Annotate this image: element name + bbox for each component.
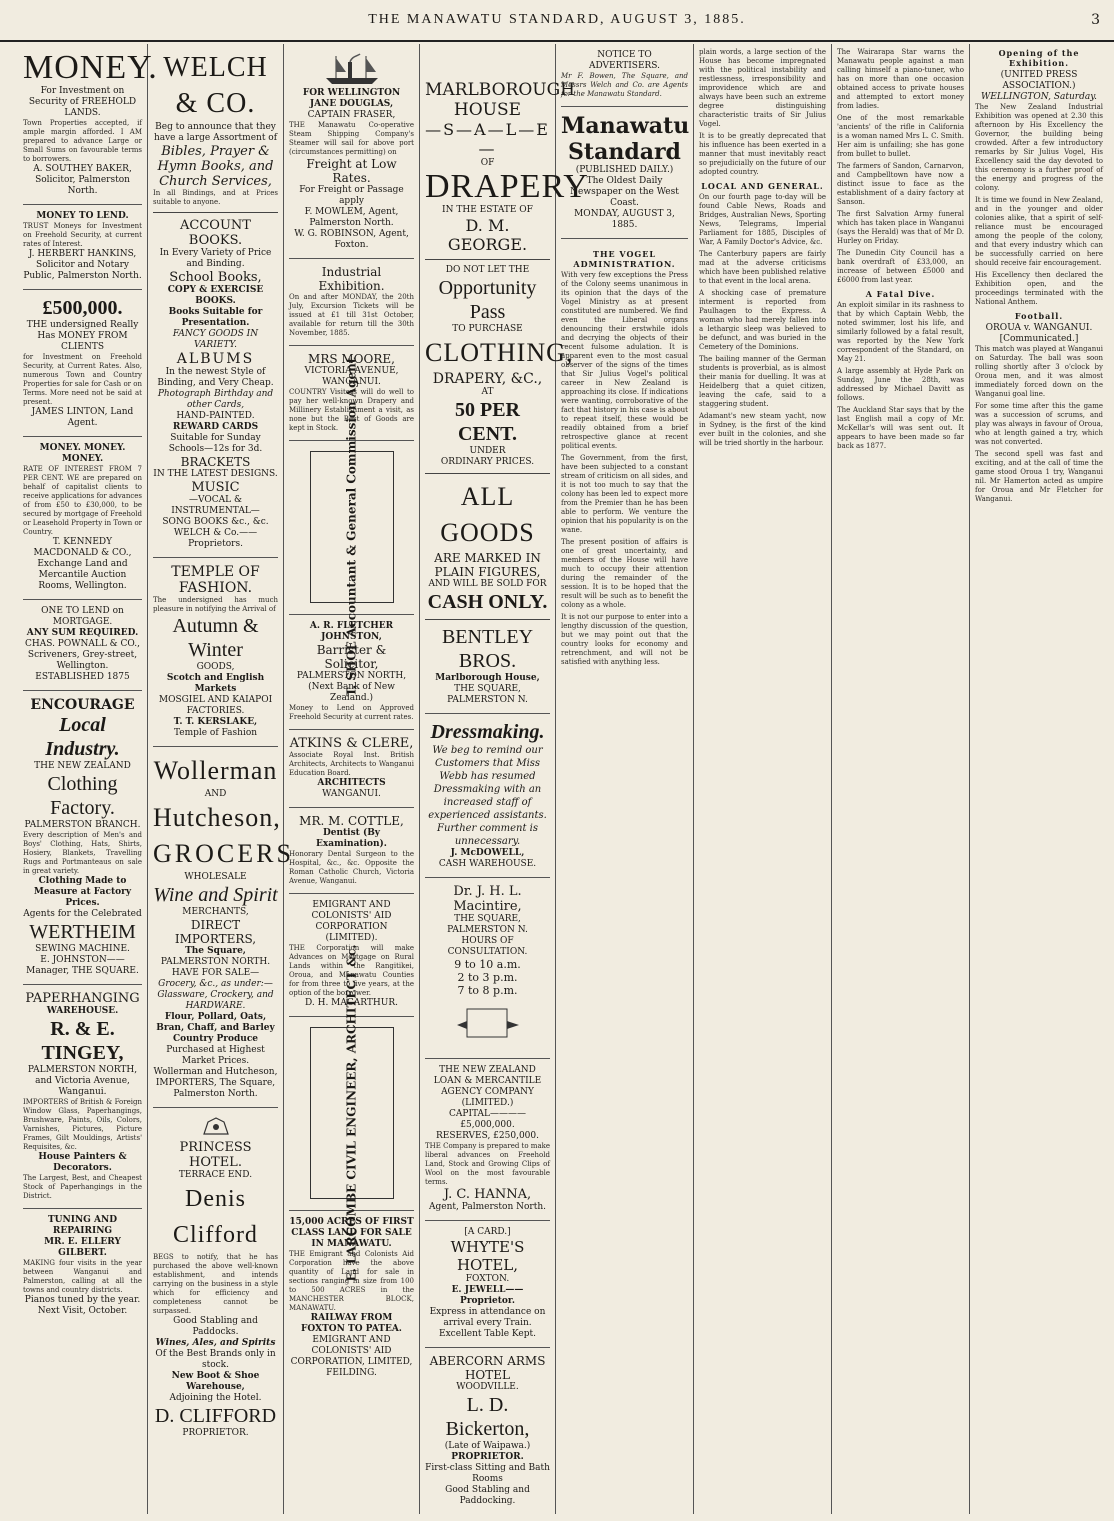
- temple-sub: The undersigned has much pleasure in notifying the Arrival of: [153, 596, 278, 613]
- albums-sub: In the newest Style of Binding, and Very Cheap.: [157, 367, 274, 388]
- denis-clifford: Denis Clifford: [173, 1186, 258, 1248]
- pounds-title: £500,000.: [42, 297, 123, 319]
- ad-exhibition: [289, 259, 414, 346]
- woodville: WOODVILLE.: [456, 1382, 519, 1392]
- ad-pounds: [23, 290, 142, 437]
- column-2: [148, 44, 294, 1514]
- reserves: RESERVES, £250,000.: [436, 1131, 539, 1141]
- best-brands: Of the Best Brands only in stock.: [155, 1349, 276, 1370]
- drapery-etc: DRAPERY, &C.,: [432, 371, 543, 387]
- masthead: [0, 0, 1114, 42]
- wines-ales: Wines, Ales, and Spirits: [155, 1338, 276, 1348]
- united-press: (UNITED PRESS ASSOCIATION.): [1000, 70, 1078, 91]
- will-be-sold: AND WILL BE SOLD FOR: [428, 579, 547, 589]
- albums: ALBUMS: [176, 351, 255, 367]
- under: UNDER: [469, 446, 506, 456]
- fletcher-sub: PALMERSTON NORTH, (Next Bank of New Zealand.): [296, 671, 407, 703]
- barrister: Barrister & Solicitor,: [316, 643, 387, 671]
- music: MUSIC: [191, 480, 240, 495]
- match-title: OROUA v. WANGANUI.: [985, 323, 1093, 333]
- oldest-daily: The Oldest Daily Newspaper on the West Coast.: [570, 176, 679, 208]
- moore-sub: VICTORIA AVENUE, WANGANUI.: [304, 366, 399, 387]
- direct-importers: DIRECT IMPORTERS,: [174, 918, 257, 946]
- welch-sign: WELCH & Co.——Proprietors.: [173, 528, 258, 549]
- welch-title: WELCH & CO.: [163, 52, 268, 119]
- dressmaking: Dressmaking.: [430, 721, 545, 743]
- opportunity: Opportunity Pass: [438, 277, 537, 323]
- hours-3: 7 to 8 p.m.: [457, 984, 518, 997]
- editorial-p2: The Government, from the first, have been subjected to a constant stream of criticism on all sides, and it is not too much to say that the colony has been led to expect more from the Premier than he has been able to perform. We venture the opinion that his popularity is on the wane.: [561, 454, 688, 534]
- column-3: [284, 44, 420, 1514]
- lend-text: TRUST Moneys for Investment on Freehold Security, at current rates of Interest.: [23, 222, 142, 248]
- gilbert: MR. E. ELLERY GILBERT.: [44, 1237, 121, 1258]
- ad-atkins: [289, 730, 414, 808]
- robinson: W. G. ROBINSON, Agent, Foxton.: [294, 229, 409, 250]
- table-kept: Excellent Table Kept.: [439, 1329, 536, 1339]
- steamship-icon: [322, 52, 382, 86]
- ordinary-prices: ORDINARY PRICES.: [440, 457, 535, 467]
- bentley-bros: BENTLEY BROS.: [441, 626, 534, 672]
- freight-sub: For Freight or Passage apply: [299, 185, 404, 206]
- school-books: School Books,: [169, 270, 262, 285]
- jane-douglas: JANE DOUGLAS,: [309, 99, 394, 109]
- col6-p1: plain words, a large section of the House has become impregnated with the political instability and restlessness, irresponsibility and improvidence which are and always have been such an extreme degree distinguishing characteristic traits of Sir Julius Vogel.: [699, 48, 826, 128]
- railway: RAILWAY FROM FOXTON TO PATEA.: [301, 1313, 402, 1334]
- freight: Freight at Low Rates.: [306, 157, 397, 185]
- loan-title: THE NEW ZEALAND LOAN & MERCANTILE AGENCY COMPANY (LIMITED.): [433, 1065, 542, 1108]
- tingey: R. & E. TINGEY,: [41, 1018, 124, 1064]
- col8-p6: The second spell was fast and exciting, and at the call of time the game stood Oroua 1 try, Wanganui nil. Mr Hamerton acted as umpire for Oroua and Mr Fletcher for Wanganui.: [975, 450, 1103, 503]
- macarthur: D. H. MACARTHUR.: [305, 998, 398, 1008]
- emigrant: EMIGRANT AND COLONISTS' AID CORPORATION (LIMITED).: [311, 900, 392, 943]
- a-card: [A CARD.]: [464, 1227, 511, 1237]
- col8-p1: The New Zealand Industrial Exhibition was opened at 2.30 this afternoon by His Excellency the Governor, the building being crowded. After a few introductory remarks by Sir Julius Vogel, His Excellency said the day devoted to this ceremony is a further proof of the energy and progress of the colony.: [975, 103, 1103, 192]
- fletcher-text: Money to Lend on Approved Freehold Security at current rates.: [289, 704, 414, 721]
- hanna: J. C. HANNA,: [443, 1187, 532, 1202]
- brackets-sub: IN THE LATEST DESIGNS.: [153, 469, 278, 479]
- ad-abercorn: [425, 1348, 550, 1514]
- acres-title: 15,000 ACRES OF FIRST CLASS LAND FOR SALE IN MANAWATU.: [289, 1217, 414, 1249]
- tuning: TUNING AND REPAIRING: [47, 1215, 118, 1236]
- foxton: FOXTON.: [465, 1274, 510, 1284]
- col6-p2: It is to be greatly deprecated that his influence has been exerted in a manner that must inevitably react so prejudicially on the future of our adopted country.: [699, 132, 826, 176]
- editorial-title: THE VOGEL ADMINISTRATION.: [573, 249, 676, 269]
- industrial-exhibition: Industrial Exhibition.: [318, 265, 385, 293]
- captain: CAPTAIN FRASER,: [307, 110, 396, 120]
- warehouse: WAREHOUSE.: [46, 1006, 119, 1016]
- agents: Agents for the Celebrated: [23, 909, 142, 919]
- atkins-sub: Associate Royal Inst. British Architects, Architects to Wanganui Education Board.: [289, 751, 414, 777]
- acres-text: THE Emigrant and Colonists Aid Corporation have the above quantity of Land for sale in sections ranging in size from 100 to 500 ACRES in the MANCHESTER BLOCK, MANAWATU.: [289, 1250, 414, 1312]
- the-square: The Square,: [185, 946, 246, 956]
- bentley-square: THE SQUARE, PALMERSTON N.: [447, 684, 528, 705]
- copy-books: COPY & EXERCISE BOOKS.: [167, 285, 264, 306]
- ad-cottle: [289, 808, 414, 894]
- atkins: ATKINS & CLERE,: [289, 736, 414, 751]
- fletcher: A. R. FLETCHER JOHNSTON,: [309, 621, 394, 642]
- shoe-card-text: T. SHOE Accountant & General Commission Agent: [344, 357, 359, 697]
- pounds-lead: THE undersigned Really Has MONEY FROM CLIENTS: [26, 320, 139, 352]
- marked-in: ARE MARKED IN: [434, 551, 541, 565]
- dressmaking-text: We beg to remind our Customers that Miss Webb has resumed Dressmaking with an increased staff of experienced assistants. Further comment is unnecessary.: [428, 745, 547, 847]
- pounds-sign: JAMES LINTON, Land Agent.: [31, 407, 134, 428]
- moneys-text: RATE OF INTEREST FROM 7 PER CENT. WE are prepared on behalf of capitalist clients to receive applications for advances of from £50 to £30,000, to be secured by mortgage of Freehold or Leasehold Property in Town or Country.: [23, 465, 142, 536]
- clothing: CLOTHING,: [425, 338, 574, 367]
- ad-wollerman: [153, 747, 294, 1108]
- cash-warehouse: CASH WAREHOUSE.: [438, 859, 537, 869]
- ad-princess: [153, 1108, 278, 1446]
- hours-2: 2 to 3 p.m.: [457, 971, 518, 984]
- abercorn-proprietor: PROPRIETOR.: [451, 1452, 524, 1462]
- mosgiel: MOSGIEL AND KAIAPOI FACTORIES.: [158, 695, 273, 716]
- money-sign: A. SOUTHEY BAKER, Solicitor, Palmerston North.: [33, 164, 132, 196]
- all-goods: ALL GOODS: [440, 482, 535, 547]
- issue-date: MONDAY, AUGUST 3, 1885.: [574, 209, 675, 230]
- kerslake-sub: Temple of Fashion: [173, 728, 258, 738]
- lend-sign: J. HERBERT HANKINS, Solicitor and Notary Public, Palmerston North.: [23, 249, 142, 281]
- mrs-moore: MRS MOORE,: [308, 352, 395, 366]
- mcdowell: J. McDOWELL,: [450, 848, 525, 858]
- adjoining: Adjoining the Hotel.: [169, 1393, 262, 1403]
- house-text: The Largest, Best, and Cheapest Stock of Paperhangings in the District.: [23, 1174, 142, 1200]
- ad-macintire: [425, 878, 550, 1059]
- george: D. M. GEORGE.: [447, 216, 528, 254]
- money-sub: For Investment on Security of FREEHOLD LANDS.: [28, 86, 137, 118]
- col7-p7: A large assembly at Hyde Park on Sunday, June the 28th, was addressed by Michael Davitt as follows.: [837, 367, 964, 402]
- autumn-winter: Autumn & Winter: [172, 615, 259, 661]
- bibles-text: In all Bindings, and at Prices suitable to anyone.: [153, 189, 278, 206]
- notice-title: NOTICE TO ADVERTISERS.: [588, 50, 661, 71]
- column-1: [18, 44, 158, 1514]
- late-of: (Late of Waipawa.): [444, 1441, 531, 1451]
- branch-text: Every description of Men's and Boys' Clothing, Hats, Shirts, Hosiery, Blankets, Travelling Rugs and Portmanteaus on sale in great variety.: [23, 831, 142, 875]
- grocery: Grocery, &c., as under:—: [158, 979, 273, 989]
- merchants: MERCHANTS,: [182, 907, 249, 917]
- abercorn: ABERCORN ARMS HOTEL: [429, 1354, 546, 1382]
- tingey-text: IMPORTERS of British & Foreign Window Glass, Paperhangings, Brushware, Paints, Oils, Colors, Varnishes, Pictures, Picture Frames, Gilt Mouldings, Artists' Requisites, &c.: [23, 1098, 142, 1151]
- larcombe-card-text: E. LARCOMBE CIVIL ENGINEER, ARCHITECT &c.: [344, 944, 359, 1282]
- palmerston-north: PALMERSTON NORTH.: [160, 957, 271, 967]
- col8-p3: His Excellency then declared the Exhibition open, and the proceedings terminated with the National Anthem.: [975, 271, 1103, 306]
- editorial-p3: The present position of affairs is one of great uncertainty, and members of the House will have much to occupy their attention during the remainder of the session. It is to be hoped that the result will be such as to benefit the colony as a whole.: [561, 538, 688, 609]
- column-7: [832, 44, 970, 1514]
- local-industry: Local Industry.: [45, 714, 120, 760]
- brackets: BRACKETS: [180, 455, 251, 469]
- col7-p8: The Auckland Star says that by the last English mail a copy of Mr. McKellar's will was sent out. It appears to have been made so far back as 1877.: [837, 406, 964, 450]
- exhibition-text: On and after MONDAY, the 20th July, Excursion Tickets will be issued at £1 till 31st October, available for return till the 30th November, 1885.: [289, 293, 414, 337]
- marlborough-sub: Marlborough House,: [435, 673, 540, 683]
- moneys-sign: T. KENNEDY MACDONALD & CO., Exchange Land and Mercantile Auction Rooms, Wellington.: [33, 537, 132, 591]
- loan-text: THE Company is prepared to make liberal advances on Freehold Land, Stock and Growing Clips of Wool on the most favourable terms.: [425, 1142, 550, 1186]
- of-label: OF: [480, 158, 495, 168]
- col8-p4: This match was played at Wanganui on Saturday. The ball was soon rolling shortly after 3 o'clock by Oroua men, and it was almost immediately forced down on the Wanganui goal line.: [975, 345, 1103, 398]
- hanna-sub: Agent, Palmerston North.: [429, 1202, 546, 1212]
- cottle-text: Honorary Dental Surgeon to the Hospital, &c., &c. Opposite the Roman Catholic Church, Victoria Avenue, Wanganui.: [289, 850, 414, 885]
- cottle: MR. M. COTTLE,: [299, 814, 404, 828]
- sewing: SEWING MACHINE.: [35, 944, 130, 954]
- hours-1: 9 to 10 a.m.: [454, 958, 521, 971]
- col6-p4: The Canterbury papers are fairly mad at the adverse criticisms which have been published relative to that event in the local arena.: [699, 250, 826, 285]
- ad-marlborough: [425, 44, 589, 714]
- ad-lend: [23, 205, 142, 290]
- fancy-goods: FANCY GOODS IN VARIETY.: [172, 329, 259, 350]
- col6-p3: On our fourth page to-day will be found Cable News, Roads and Bridges, Australian News, Sporting News, Telegrams, Imperial Parliament for 1885, Disciples of War, A Family Doctor's Advice, &c.: [699, 193, 826, 246]
- mortgage-sign: CHAS. POWNALL & CO., Scriveners, Grey-street, Wellington. ESTABLISHED 1875: [24, 639, 140, 682]
- ad-mortgage: [23, 600, 142, 691]
- photo-cards: Photograph Birthday and other Cards,: [157, 389, 274, 410]
- ad-money: [23, 44, 158, 205]
- bibles: Bibles, Prayer & Hymn Books, and Church Services,: [157, 144, 274, 189]
- made-to-measure: Clothing Made to Measure at Factory Prices.: [33, 876, 132, 908]
- drapery: DRAPERY: [425, 168, 589, 205]
- atkins-wanganui: WANGANUI.: [322, 789, 381, 799]
- hand-painted: HAND-PAINTED.: [176, 411, 255, 421]
- bickerton: L. D. Bickerton,: [445, 1394, 530, 1440]
- moneys-title: MONEY. MONEY. MONEY.: [39, 443, 126, 464]
- editorial-p4: It is not our purpose to enter into a lengthy discussion of the question, but we may point out that the country looks for economy and retrenchment, and will not be satisfied with anything less.: [561, 613, 688, 666]
- manager: E. JOHNSTON——Manager, THE SQUARE.: [26, 955, 139, 976]
- hutcheson: Hutcheson,: [153, 803, 281, 832]
- good-stabling: Good Stabling and Paddocks.: [173, 1316, 258, 1337]
- nz-label: THE NEW ZEALAND: [34, 761, 131, 771]
- fatal-dive: A Fatal Dive.: [865, 289, 936, 299]
- scotch-english: Scotch and English Markets: [166, 673, 265, 694]
- published-daily: (PUBLISHED DAILY.): [575, 165, 674, 175]
- whytes-hotel: WHYTE'S HOTEL,: [450, 1238, 525, 1274]
- exhibition-opening: Opening of the Exhibition.: [998, 48, 1080, 68]
- encourage: ENCOURAGE: [30, 697, 135, 713]
- terrace-end: TERRACE END.: [178, 1170, 253, 1180]
- col7-p4: The first Salvation Army funeral which has taken place in Wanganui (says the Herald) was that of Mr D. Hurley on Friday.: [837, 210, 964, 245]
- jane-text: THE Manawatu Co-operative Steam Shipping Company's Steamer will sail for above port (circumstances permitting) on: [289, 121, 414, 156]
- boot-shoe: New Boot & Shoe Warehouse,: [171, 1371, 260, 1392]
- country-sub: Purchased at Highest Market Prices.: [166, 1045, 265, 1066]
- column-8: [970, 44, 1108, 1514]
- sale-label: —S—A—L—E—: [425, 120, 550, 158]
- page-number: 3: [1091, 12, 1100, 28]
- express: Express in attendance on arrival every Train.: [429, 1307, 546, 1328]
- fifty-percent: 50 PER CENT.: [455, 399, 520, 445]
- football: Football.: [1014, 311, 1064, 321]
- column-6: [694, 44, 832, 1514]
- grocers: GROCERS: [153, 839, 294, 868]
- ad-gilbert: [23, 1209, 142, 1324]
- denis-text: BEGS to notify, that he has purchased the above well-known establishment, and intends carrying on the business in a style which for efficiency and completeness cannot be surpassed.: [153, 1253, 278, 1315]
- cash-only: CASH ONLY.: [427, 591, 548, 613]
- reward-cards: REWARD CARDS: [172, 422, 259, 432]
- account-books: ACCOUNT BOOKS.: [180, 218, 251, 248]
- tingey-sub: PALMERSTON NORTH, and Victoria Avenue, Wanganui.: [27, 1065, 138, 1097]
- newspaper-title: THE MANAWATU STANDARD, AUGUST 3, 1885.: [368, 12, 746, 27]
- branch: PALMERSTON BRANCH.: [24, 820, 141, 830]
- mortgage-sub: ANY SUM REQUIRED.: [26, 628, 139, 638]
- lend-title: MONEY TO LEND.: [36, 211, 129, 221]
- col8-p2: It is time we found in New Zealand, and in the younger and older colonies alike, that a spirit of self-reliance must be encouraged among the people of the colony, and that every industry which can be successfully carried on here should receive fair encouragement.: [975, 196, 1103, 267]
- paper-masthead: [561, 107, 688, 239]
- next-visit: Next Visit, October.: [37, 1306, 128, 1316]
- wholesale: WHOLESALE: [184, 872, 247, 882]
- crest-icon: [196, 1116, 236, 1138]
- architects: ARCHITECTS: [317, 778, 386, 788]
- pounds-text: for Investment on Freehold Security, at Current Rates. Also, numerous Town and Country Properties for sale for Cash or on Terms. More need not be said at present.: [23, 353, 142, 406]
- ad-whytes: [425, 1221, 550, 1348]
- editorial: [561, 239, 688, 677]
- col7-p3: The farmers of Sandon, Carnarvon, and Campbelltown have now a distinct issue to face as the establishment of a dairy factory at Sanson.: [837, 162, 964, 206]
- sitting-rooms: First-class Sitting and Bath Rooms: [425, 1463, 550, 1484]
- temple-title: TEMPLE OF FASHION.: [171, 564, 260, 596]
- money-text: Town Properties accepted, if ample margin afforded. I AM prepared to advance Large or Small Sums on favourable terms to borrowers.: [23, 119, 142, 163]
- paperhanging: PAPERHANGING: [25, 991, 140, 1006]
- moore-text: COUNTRY Visitors will do well to pay her well-known Drapery and Millinery Establishment a visit, as none but the Best of Goods are kept in Stock.: [289, 388, 414, 432]
- hours: HOURS OF CONSULTATION.: [447, 936, 528, 957]
- pianos: Pianos tuned by the year.: [24, 1295, 141, 1305]
- column-5: [556, 44, 694, 1514]
- clothing-factory: Clothing Factory.: [47, 773, 118, 819]
- gilbert-text: MAKING four visits in the year between Wanganui and Palmerston, calling at all the towns and country districts.: [23, 1259, 142, 1294]
- wellington-saturday: WELLINGTON, Saturday.: [981, 92, 1097, 102]
- goods: GOODS,: [196, 662, 235, 672]
- col7-p5: The Dunedin City Council has a bank overdraft of £33,000, an increase of between £5000 and £6000 from last year.: [837, 249, 964, 284]
- and: AND: [204, 789, 227, 799]
- clifford: D. CLIFFORD: [154, 1405, 277, 1427]
- capital: CAPITAL————£5,000,000.: [449, 1109, 526, 1130]
- macintire: Dr. J. H. L. Macintire,: [453, 884, 522, 914]
- kerslake: T. T. KERSLAKE,: [173, 717, 258, 727]
- music-sub: —VOCAL & INSTRUMENTAL—: [171, 495, 260, 516]
- marlborough-house: MARLBOROUGH HOUSE: [425, 80, 575, 120]
- wollerman: Wollerman: [153, 756, 278, 785]
- dentist: Dentist (By Examination).: [316, 828, 387, 849]
- wertheim: WERTHEIM: [29, 921, 136, 943]
- ad-wellington: [289, 44, 414, 259]
- jewell: E. JEWELL——Proprietor.: [451, 1285, 524, 1306]
- col7-p1: The Wairarapa Star warns the Manawatu people against a man calling himself a piano-tuner, who has on more than one occasion obtained access to private houses and attempted to extort money from ladies.: [837, 48, 964, 110]
- abercorn-stabling: Good Stabling and Paddocking.: [445, 1485, 530, 1506]
- notice-advertisers: [561, 44, 688, 107]
- columns: [18, 44, 1108, 1514]
- col6-p7: Adamant's new steam yacht, now in Sydney, is the first of the kind ever built in the colonies, and she will be tried shortly in the harbour.: [699, 412, 826, 447]
- acres-sign: EMIGRANT AND COLONISTS' AID CORPORATION, LIMITED, FEILDING.: [290, 1335, 413, 1378]
- col6-p6: The bailing manner of the German students is proverbial, as is almost their mania for duelling. It was at Heidelberg that a quiet citizen, leaving the cafe, said to a staggering student.: [699, 355, 826, 408]
- col7-p2: One of the most remarkable 'ancients' of the rifle in California is a woman named Mrs L. C. Smith. Her aim is unfailing; she has gone from bullet to bullet.: [837, 114, 964, 158]
- col8-p5: For some time after this the game was a succession of scrums, and play was always in favour of Oroua, who at length gained a try, which was not converted.: [975, 402, 1103, 446]
- to-purchase: TO PURCHASE: [452, 324, 523, 334]
- clifford-proprietor: PROPRIETOR.: [182, 1428, 249, 1438]
- at-label: AT: [481, 387, 494, 397]
- ad-moneys: [23, 437, 142, 600]
- princess-hotel: PRINCESS HOTEL.: [179, 1140, 252, 1170]
- ad-loan: [425, 1059, 550, 1221]
- have-for-sale: HAVE FOR SALE—: [171, 968, 260, 978]
- account-sub: In Every Variety of Price and Binding.: [159, 248, 272, 269]
- column-4: [420, 44, 589, 1514]
- macintire-sub: THE SQUARE, PALMERSTON N.: [447, 914, 528, 935]
- mowlem: F. MOWLEM, Agent, Palmerston North.: [304, 207, 399, 228]
- money-title: MONEY.: [23, 49, 158, 86]
- editorial-p1: With very few exceptions the Press of the Colony seems unanimous in its opinion that the days of the Vogel Ministry as at present constituted are numbered. We find even the Liberal organs denouncing their erstwhile idols and decrying the objects of their recent fulsome adulation. It is apparent even to the most casual observer of the signs of the times that Sir Julius Vogel's political career in New Zealand is approaching its close. If indications were wanting, corroborative of the fact that history in his case is about to repeat itself, these would be readily obtained from a brief retrospective glance at recent political events.: [561, 271, 688, 450]
- ad-clothing-factory: [23, 691, 142, 985]
- presentation-books: Books Suitable for Presentation.: [168, 307, 263, 328]
- col7-p6: An exploit similar in its rashness to that by which Captain Webb, the noted swimmer, lost his life, and similarly followed by a fatal result, was reported by the New York correspondent of the Standard, on May 21.: [837, 301, 964, 363]
- manawatu-standard: Manawatu Standard: [561, 113, 690, 165]
- ad-welch: [153, 44, 278, 558]
- ad-temple: [153, 558, 278, 747]
- wine-spirit: Wine and Spirit: [153, 884, 278, 906]
- emigrant-text: THE Corporation will make Advances on Mortgage on Rural Lands within the Rangitikei, Oroua, and Manawatu Counties for from three to five years, at the option of the borrower.: [289, 944, 414, 997]
- estate: IN THE ESTATE OF: [442, 205, 533, 215]
- glassware: Glassware, Crockery, and HARDWARE.: [157, 990, 274, 1011]
- agents-note: Mr F. Bowen, The Square, and Messrs Welch and Co. are Agents for the Manawatu Standard.: [561, 72, 688, 98]
- country-produce: Country Produce: [172, 1034, 259, 1044]
- ad-dressmaking: [425, 714, 550, 878]
- ad-tingey: [23, 985, 142, 1209]
- col6-p5: A shocking case of premature interment is reported from Paulhagen to the Express. A woman who had merely fallen into a lethargic sleep was believed to be defunct, and was buried in the Cemetery of the Dominions.: [699, 289, 826, 351]
- reward-sub: Suitable for Sunday Schools—12s for 3d.: [168, 433, 263, 454]
- mortgage-title: ONE TO LEND on MORTGAGE.: [41, 606, 124, 627]
- local-general: LOCAL AND GENERAL.: [701, 181, 824, 191]
- house-painters: House Painters & Decorators.: [38, 1152, 127, 1173]
- hand-pointer-icon: [453, 999, 523, 1049]
- song-books: SONG BOOKS &c., &c.: [162, 517, 269, 527]
- welch-sub: Beg to announce that they have a large Assortment of: [153, 122, 278, 143]
- wollerman-sign: Wollerman and Hutcheson, IMPORTERS, The Square, Palmerston North.: [153, 1067, 278, 1099]
- do-not: DO NOT LET THE: [445, 265, 530, 275]
- for-wellington: FOR WELLINGTON: [302, 88, 401, 98]
- plain-figures: PLAIN FIGURES,: [434, 565, 541, 579]
- communicated: [Communicated.]: [999, 334, 1079, 344]
- flour: Flour, Pollard, Oats, Bran, Chaff, and Barley: [156, 1012, 275, 1033]
